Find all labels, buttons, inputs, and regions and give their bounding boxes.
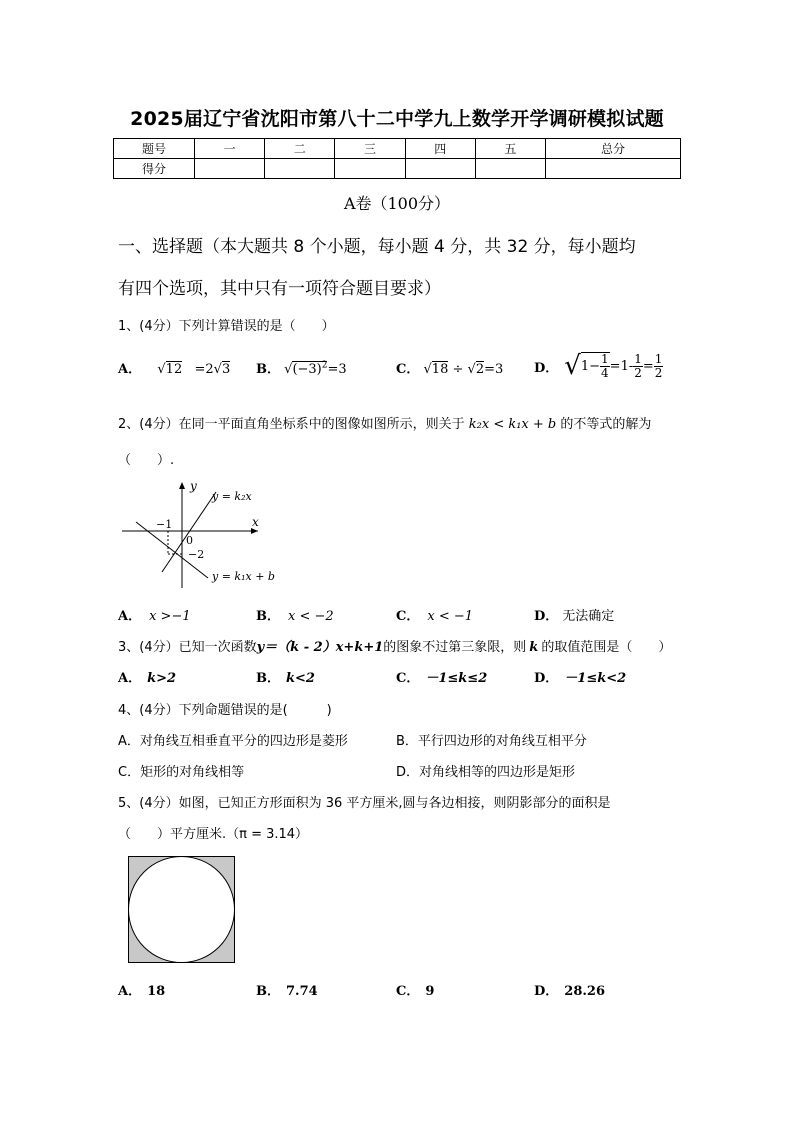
radicand xyxy=(581,352,610,380)
section-a-title: A卷（100分） xyxy=(343,194,451,213)
option-label: A． xyxy=(118,671,142,686)
numerator: 1 xyxy=(601,352,609,366)
q3-option-c[interactable] xyxy=(396,667,487,686)
score-cell[interactable] xyxy=(335,159,405,179)
score-table-score-row xyxy=(114,159,681,179)
page-title: 2025届辽宁省沈阳市第八十二中学九上数学开学调研模拟试题 xyxy=(130,108,664,130)
score-table-header-row xyxy=(114,139,681,159)
q5-option-c[interactable] xyxy=(396,980,434,999)
q2-stem-text-end: 的不等式的解为 xyxy=(560,417,652,432)
q5-stem-line2: （ ）平方厘米.（π = 3.14） xyxy=(118,827,309,842)
q1-option-c[interactable] xyxy=(396,358,503,377)
q5-option-a[interactable] xyxy=(118,980,165,999)
radicand: 12 xyxy=(165,362,183,377)
origin-label: 0 xyxy=(186,534,193,547)
denominator: 2 xyxy=(634,365,642,380)
q3-function: y＝（k - 2）x+k+1 xyxy=(256,640,384,655)
radicand: 18 xyxy=(431,362,449,377)
q2-option-d[interactable] xyxy=(534,605,614,624)
exponent: 2 xyxy=(321,360,328,371)
q4-option-d[interactable]: D．对角线相等的四边形是矩形 xyxy=(396,765,576,780)
sqrt-icon: √ xyxy=(564,351,581,381)
radicand-term: 1− xyxy=(580,359,601,374)
option-label: D． xyxy=(534,360,559,376)
option-text: 无法确定 xyxy=(562,609,615,624)
q2-stem-blank: （ ）. xyxy=(118,453,175,468)
q2-inequality: k₂x < k₁x + b xyxy=(468,417,557,432)
q4-option-a[interactable]: A．对角线互相垂直平分的四边形是菱形 xyxy=(118,734,348,749)
q3-option-b[interactable] xyxy=(256,667,315,686)
q1-stem: 1、(4分）下列计算错误的是（ ） xyxy=(118,319,335,334)
sqrt-icon: √ xyxy=(284,362,293,377)
divide-sign: ÷ xyxy=(452,362,464,377)
q3-variable: k xyxy=(529,640,539,655)
option-text: x < −1 xyxy=(427,609,474,624)
option-label: B． xyxy=(256,609,280,624)
option-text: k>2 xyxy=(147,671,177,686)
q3-stem-text: 3、(4分）已知一次函数 xyxy=(118,640,257,655)
q5-option-b[interactable] xyxy=(256,980,318,999)
option-label: C． xyxy=(396,671,420,686)
q1-option-d[interactable] xyxy=(534,352,663,380)
score-row-label: 得分 xyxy=(114,159,195,179)
q3-stem-text-mid: 的图象不过第三象限，则 xyxy=(383,640,527,655)
option-text: 7.74 xyxy=(286,984,318,999)
option-text: 9 xyxy=(425,984,435,999)
sqrt-icon: √ xyxy=(213,362,222,377)
option-text: －1≤k≤2 xyxy=(425,671,488,686)
q1-option-b[interactable] xyxy=(256,358,347,377)
tick-label-neg1: −1 xyxy=(156,518,173,531)
option-text: k<2 xyxy=(286,671,315,686)
option-text: 28.26 xyxy=(564,984,605,999)
option-label: A． xyxy=(118,609,142,624)
score-table xyxy=(113,138,681,179)
option-label: A． xyxy=(118,362,142,377)
line-k2x-label: y = k₂x xyxy=(212,490,252,503)
option-label: D． xyxy=(534,609,559,624)
numerator: 1 xyxy=(654,351,663,366)
option-label: B． xyxy=(256,984,280,999)
score-header-cell: 三 xyxy=(335,139,405,159)
part1-heading-line2: 有四个选项，其中只有一项符合题目要求） xyxy=(118,279,441,299)
sqrt-icon: √ xyxy=(467,362,476,377)
radicand-base: (−3) xyxy=(292,362,322,377)
sqrt-icon: √ xyxy=(423,362,432,377)
q4-option-c[interactable]: C．矩形的对角线相等 xyxy=(118,765,245,780)
option-label: C． xyxy=(396,609,420,624)
q2-stem-text: 2、(4分）在同一平面直角坐标系中的图像如图所示，则关于 xyxy=(118,417,465,432)
denominator: 2 xyxy=(654,365,663,380)
option-label: B． xyxy=(256,362,280,377)
q4-option-b[interactable]: B．平行四边形的对角线互相平分 xyxy=(396,734,587,749)
option-label: D． xyxy=(534,984,559,999)
y-axis-label: y xyxy=(190,479,197,493)
sqrt-icon: √ xyxy=(157,362,166,377)
option-label: A． xyxy=(118,984,142,999)
q2-option-a[interactable] xyxy=(118,605,191,624)
radicand: 2 xyxy=(475,362,485,377)
option-text: 18 xyxy=(147,984,166,999)
q2-option-b[interactable] xyxy=(256,605,334,624)
fraction xyxy=(654,353,664,380)
inscribed-circle xyxy=(129,857,235,963)
x-axis-label: x xyxy=(252,515,259,529)
option-label: C． xyxy=(396,984,420,999)
option-label: D． xyxy=(534,671,559,686)
score-header-cell: 一 xyxy=(195,139,265,159)
denominator: 4 xyxy=(601,366,609,380)
q3-stem xyxy=(118,636,671,655)
q3-option-a[interactable] xyxy=(118,667,176,686)
equals-text: =3 xyxy=(327,362,347,377)
q5-figure xyxy=(128,856,236,964)
line-k1x-b-label: y = k₁x + b xyxy=(212,570,275,583)
option-text: x >−1 xyxy=(149,609,191,624)
score-cell[interactable] xyxy=(475,159,545,179)
score-header-cell: 总分 xyxy=(546,139,681,159)
q5-stem-line1: 5、(4分）如图，已知正方形面积为 36 平方厘米,圆与各边相接，则阴影部分的面积是 xyxy=(118,796,611,811)
score-header-cell: 题号 xyxy=(114,139,195,159)
equals-text: =3 xyxy=(484,362,504,377)
score-header-cell: 二 xyxy=(265,139,335,159)
score-cell[interactable] xyxy=(546,159,681,179)
score-cell[interactable] xyxy=(405,159,475,179)
equals-text: =2 xyxy=(194,362,214,377)
q3-option-d[interactable] xyxy=(534,667,626,686)
q4-stem: 4、(4分）下列命题错误的是( ) xyxy=(118,703,332,718)
numerator: 1 xyxy=(634,351,642,366)
option-text: x < −2 xyxy=(288,609,334,624)
radicand xyxy=(292,361,327,377)
equals-text: =1- xyxy=(609,358,634,374)
y-arrow-icon xyxy=(179,482,185,489)
score-cell[interactable] xyxy=(195,159,265,179)
q5-option-d[interactable] xyxy=(534,980,605,999)
q2-graph xyxy=(118,476,290,590)
q2-option-c[interactable] xyxy=(396,605,473,624)
score-header-cell: 五 xyxy=(475,139,545,159)
fraction xyxy=(633,353,643,380)
part1-heading-line1: 一、选择题（本大题共 8 个小题，每小题 4 分，共 32 分，每小题均 xyxy=(118,237,636,257)
score-cell[interactable] xyxy=(265,159,335,179)
option-label: B． xyxy=(256,671,280,686)
option-label: C． xyxy=(396,362,420,377)
score-header-cell: 四 xyxy=(405,139,475,159)
fraction xyxy=(600,353,610,380)
equals-text: = xyxy=(642,358,654,374)
option-text: －1≤k<2 xyxy=(564,671,627,686)
q2-stem xyxy=(118,413,651,432)
tick-label-neg2: −2 xyxy=(188,548,205,561)
radicand: 3 xyxy=(221,362,231,377)
q3-stem-text-end: 的取值范围是（ ） xyxy=(541,640,672,655)
q1-option-a[interactable] xyxy=(118,358,230,377)
